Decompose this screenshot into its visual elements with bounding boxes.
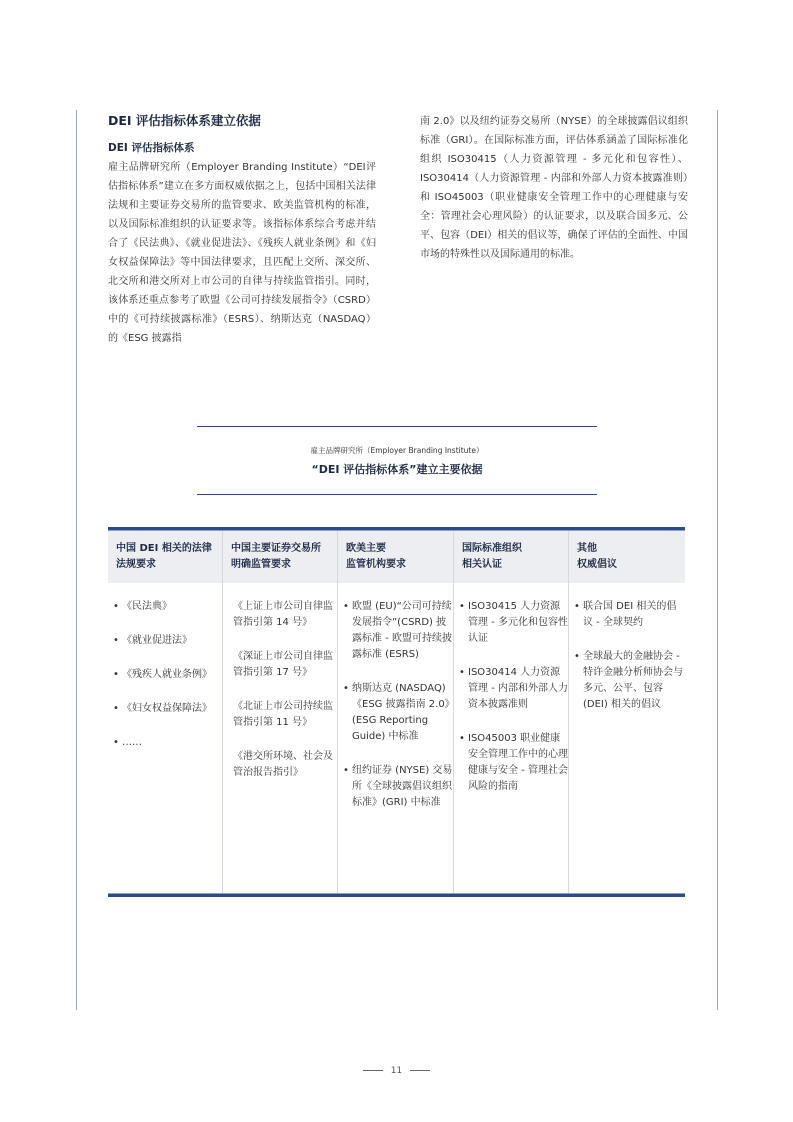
table-header-row (108, 531, 685, 583)
cell-col-3 (338, 583, 454, 893)
list-item: • …… (112, 735, 222, 751)
figure-caption-source: 雇主品牌研究所（Employer Branding Institute） (310, 446, 484, 455)
list-item: • 欧盟 (EU)“公司可持续发展指令”(CSRD) 披露标准 - 欧盟可持续披露标准 (ESRS) (342, 599, 453, 663)
cell-col-2 (223, 583, 338, 893)
right-margin-rule (717, 110, 718, 1010)
list-item: • 《就业促进法》 (112, 633, 222, 649)
left-margin-rule (76, 110, 77, 1010)
list-item: • 全球最大的金融协会 - 特许金融分析师协会与多元、公平、包容 (DEI) 相关的倡议 (573, 649, 685, 713)
header-col-1: 中国 DEI 相关的法律 法规要求 (108, 531, 223, 583)
page-number: 11 (0, 1066, 793, 1076)
header-col-4: 国际标准组织 相关认证 (454, 531, 569, 583)
table-body-row (108, 583, 685, 893)
figure-bottom-rule (197, 494, 597, 495)
sub-title: DEI 评估指标体系 (108, 142, 195, 154)
list-item: • 纳斯达克 (NASDAQ)《ESG 披露指南 2.0》(ESG Reporting Guide) 中标准 (342, 681, 453, 745)
list-item: 《上证上市公司自律监管指引第 14 号》 (233, 601, 333, 628)
cell-col-1 (108, 583, 223, 893)
section-title: DEI 评估指标体系建立依据 (108, 113, 261, 128)
list-item: • 《妇女权益保障法》 (112, 701, 222, 717)
right-paragraph: 南 2.0》以及纽约证券交易所（NYSE）的全球披露倡议组织标准（GRI）。在国际标准方面，评估体系涵盖了国际标准化组织 ISO30415（人力资源管理 - 多元化和包容性）、ISO30414（人力资源管理 - 内部和外部人力资本披露准则）和 ISO45003（职业健康安全管理工作中的心理健康与安全：管理社会心理风险）的认证要求，以及联合国多元、公平、包容（DEI）相关的倡议等，确保了评估的全面性、中国市场的特殊性以及国际通用的标准。 (420, 116, 688, 260)
header-col-2: 中国主要证券交易所 明确监管要求 (223, 531, 338, 583)
basis-table (108, 527, 685, 897)
header-col-3: 欧美主要 监管机构要求 (338, 531, 454, 583)
list-item: 《深证上市公司自律监管指引第 17 号》 (233, 651, 333, 678)
header-col-5: 其他 权威倡议 (577, 543, 617, 570)
list-item: • 《残疾人就业条例》 (112, 667, 222, 683)
list-item: • 纽约证券 (NYSE) 交易所《全球披露倡议组织标准》(GRI) 中标准 (342, 763, 453, 811)
left-paragraph: 雇主品牌研究所（Employer Branding Institute）“DEI评估指标体系”建立在多方面权威依据之上，包括中国相关法律法规和主要证券交易所的监管要求、欧美监管机构的标准，以及国际标准组织的认证要求等。该指标体系综合考虑并结合了《民法典》、《就业促进法》、《残疾人就业条例》和《妇女权益保障法》等中国法律要求，且匹配上交所、深交所、北交所和港交所对上市公司的自律与持续监管指引。同时，该体系还重点参考了欧盟《公司可持续发展指令》（CSRD）中的《可持续披露标准》（ESRS）、纳斯达克（NASDAQ）的《ESG 披露指 (108, 162, 376, 344)
figure-top-rule (197, 426, 597, 427)
dash-right (410, 1070, 430, 1071)
cell-col-4 (454, 583, 569, 893)
table-bottom-border (108, 893, 685, 897)
list-item: • ISO45003 职业健康安全管理工作中的心理健康与安全 - 管理社会风险的指南 (458, 731, 568, 795)
list-item: • ISO30414 人力资源管理 - 内部和外部人力资本披露准则 (458, 665, 568, 713)
list-item: • ISO30415 人力资源管理 - 多元化和包容性认证 (458, 599, 568, 647)
list-item: • 《民法典》 (112, 599, 222, 615)
figure-caption-title: “DEI 评估指标体系”建立主要依据 (311, 463, 483, 476)
dash-left (363, 1070, 383, 1071)
right-column (420, 112, 688, 264)
list-item: • 联合国 DEI 相关的倡议 - 全球契约 (573, 599, 685, 631)
cell-col-5 (569, 583, 685, 893)
left-column (108, 112, 376, 348)
list-item: 《港交所环境、社会及管治报告指引》 (233, 751, 333, 778)
list-item: 《北证上市公司持续监管指引第 11 号》 (233, 701, 333, 728)
